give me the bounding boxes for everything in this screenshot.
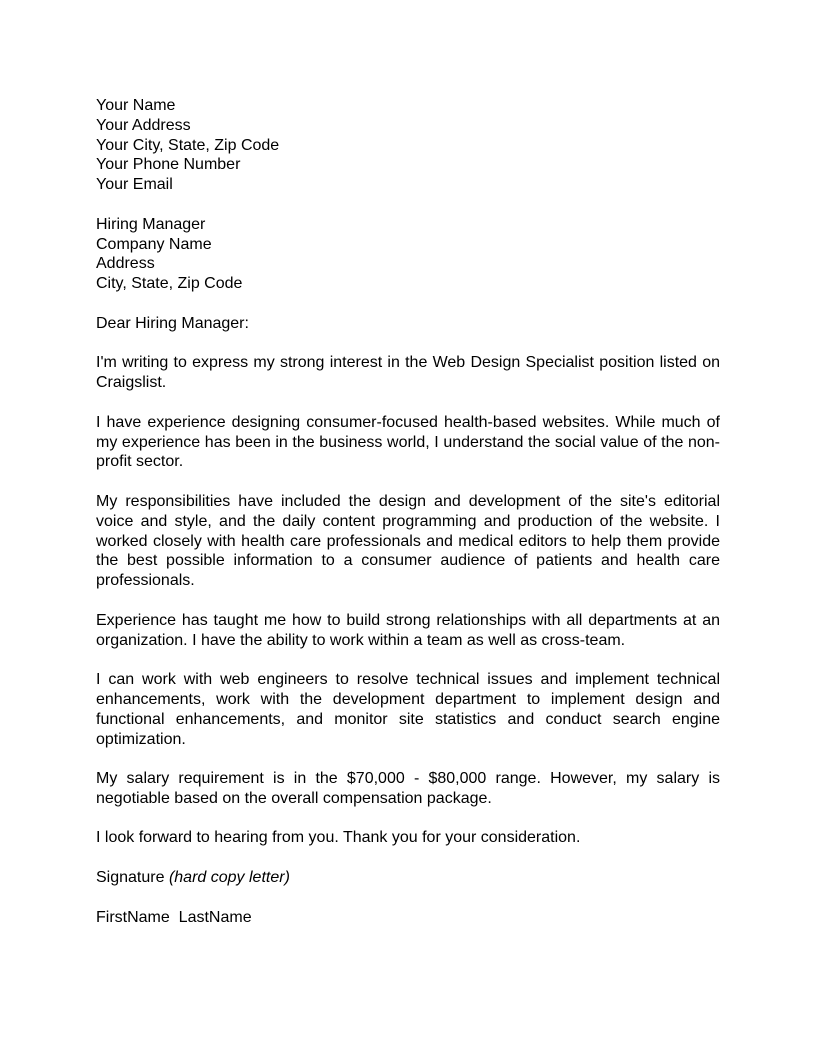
recipient-city-state-zip: City, State, Zip Code	[96, 275, 243, 293]
spacer	[96, 472, 720, 492]
spacer	[96, 591, 720, 611]
paragraph-skills: I can work with web engineers to resolve technical issues and implement technical enhancements, work with the development department to implement design and functional enhancements, and monitor site statistics and conduct search engine optimization.	[96, 671, 720, 748]
recipient-company: Company Name	[96, 235, 212, 253]
spacer	[96, 848, 720, 868]
spacer	[96, 334, 720, 354]
salutation: Dear Hiring Manager:	[96, 314, 249, 332]
paragraph-responsibilities: My responsibilities have included the design and development of the site's editorial voice and style, and the daily content programming and production of the website. I worked closely with health care professionals and medical editors to help them provide the best possible information to a consumer audience of patients and health care professionals.	[96, 492, 720, 590]
paragraph-interest: I'm writing to express my strong interest in the Web Design Specialist position listed on Craigslist.	[96, 354, 720, 392]
sender-email: Your Email	[96, 176, 173, 194]
sender-phone: Your Phone Number	[96, 156, 241, 174]
sender-name: Your Name	[96, 97, 176, 114]
recipient-block	[96, 215, 720, 294]
signature-label: Signature	[96, 869, 165, 887]
signature-line	[96, 868, 720, 888]
signature-note: (hard copy letter)	[168, 869, 290, 887]
spacer	[96, 809, 720, 829]
paragraph-relationships: Experience has taught me how to build strong relationships with all departments at an organization. I have the ability to work within a team as well as cross-team.	[96, 611, 720, 649]
recipient-title: Hiring Manager	[96, 215, 206, 233]
spacer	[96, 650, 720, 670]
sender-block	[96, 96, 720, 195]
paragraph-salary: My salary requirement is in the $70,000 - $80,000 range. However, my salary is negotiable based on the overall compensation package.	[96, 770, 720, 807]
recipient-address: Address	[96, 255, 155, 273]
sender-city-state-zip: Your City, State, Zip Code	[96, 136, 280, 154]
signoff-name: FirstName LastName	[96, 908, 252, 926]
spacer	[96, 749, 720, 769]
spacer	[96, 195, 720, 215]
spacer	[96, 294, 720, 314]
spacer	[96, 393, 720, 413]
paragraph-experience: I have experience designing consumer-focused health-based websites. While much of my experience has been in the business world, I understand the social value of the non-profit sector.	[96, 413, 720, 471]
paragraph-closing: I look forward to hearing from you. Thank you for your consideration.	[96, 829, 581, 847]
cover-letter	[96, 96, 720, 927]
spacer	[96, 888, 720, 908]
sender-address: Your Address	[96, 116, 191, 134]
